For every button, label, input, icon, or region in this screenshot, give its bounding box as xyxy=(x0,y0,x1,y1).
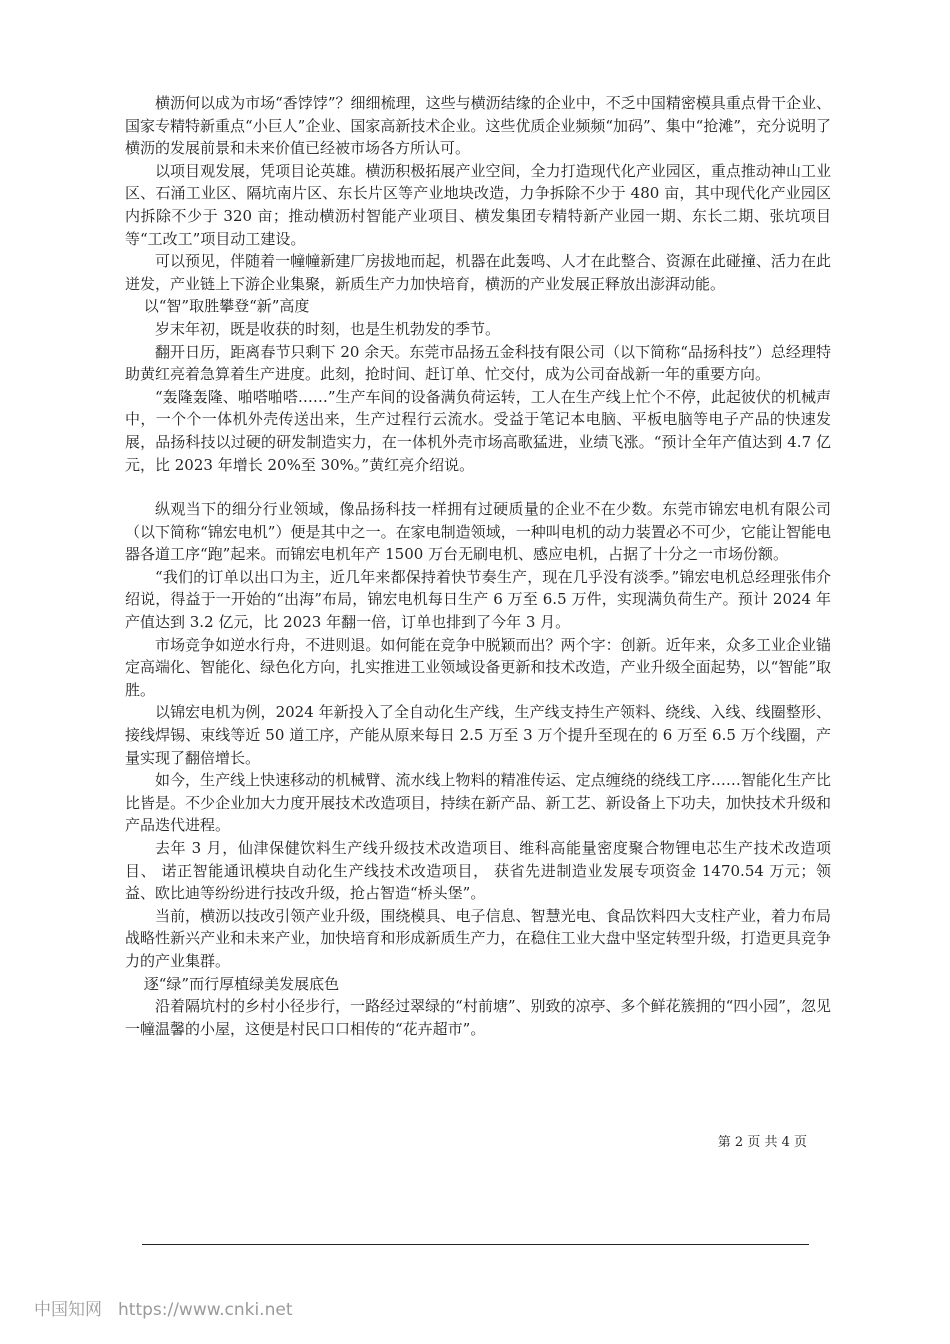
paragraph: 岁末年初，既是收获的时刻，也是生机勃发的季节。 xyxy=(155,319,501,338)
paragraph: 以锦宏电机为例，2024 年新投入了全自动化生产线，生产线支持生产领料、绕线、入线、线圈整形、接线焊锡、束线等近 50 道工序，产能从原来每日 2.5 万至 3 万个提升至现在的 6 万至 6.5 万个线圈，产量实现了翻倍增长。 xyxy=(125,703,831,767)
paragraph: “我们的订单以出口为主，近几年来都保持着快节奏生产，现在几乎没有淡季。”锦宏电机总经理张伟介绍说，得益于一开始的“出海”布局，锦宏电机每日生产 6 万至 6.5 万件，实现满负荷生产。预计 2024 年产值达到 3.2 亿元，比 2023 年翻一倍，订单也排到了今年 3 月。 xyxy=(125,567,831,632)
page-number: 第 2 页 共 4 页 xyxy=(717,1135,807,1150)
paragraph: 以项目观发展，凭项目论英雄。横沥积极拓展产业空间，全力打造现代化产业园区，重点推动神山工业区、石涌工业区、隔坑南片区、东长片区等产业地块改造，力争拆除不少于 480 亩，其中现代化产业园区内拆除不少于 320 亩；推动横沥村智能产业项目、横发集团专精特新产业园一期、东长二期、张坑项目等“工改工”项目动工建设。 xyxy=(125,161,831,248)
watermark-site-name: 中国知网 xyxy=(34,1300,102,1320)
paragraph-gap xyxy=(125,476,831,498)
cnki-watermark xyxy=(34,1295,292,1320)
paragraph: 当前，横沥以技改引领产业升级，围绕模具、电子信息、智慧光电、食品饮料四大支柱产业，着力布局战略性新兴产业和未来产业，加快培育和形成新质生产力，在稳住工业大盘中坚定转型升级，打造更具竞争力的产业集群。 xyxy=(125,906,831,970)
paragraph: 纵观当下的细分行业领域，像品扬科技一样拥有过硬质量的企业不在少数。东莞市锦宏电机有限公司（以下简称“锦宏电机”）便是其中之一。在家电制造领域，一种叫电机的动力装置必不可少，它能让智能电器各道工序“跑”起来。而锦宏电机年产 1500 万台无刷电机、感应电机，占据了十分之一市场份额。 xyxy=(125,500,831,564)
section-heading: 逐“绿”而行厚植绿美发展底色 xyxy=(143,974,340,993)
article-body xyxy=(125,92,831,1040)
paragraph: 可以预见，伴随着一幢幢新建厂房拔地而起，机器在此轰鸣、人才在此整合、资源在此碰撞、活力在此迸发，产业链上下游企业集聚，新质生产力加快培育，横沥的产业发展正释放出澎湃动能。 xyxy=(125,252,831,293)
paragraph: “轰隆轰隆、啪嗒啪嗒……”生产车间的设备满负荷运转，工人在生产线上忙个不停，此起彼伏的机械声中，一个个一体机外壳传送出来，生产过程行云流水。受益于笔记本电脑、平板电脑等电子产品的快速发展，品扬科技以过硬的研发制造实力，在一体机外壳市场高歌猛进，业绩飞涨。“预计全年产值达到 4.7 亿元，比 2023 年增长 20%至 30%。”黄红亮介绍说。 xyxy=(125,387,831,474)
paragraph: 如今，生产线上快速移动的机械臂、流水线上物料的精准传运、定点缠绕的绕线工序……智能化生产比比皆是。不少企业加大力度开展技术改造项目，持续在新产品、新工艺、新设备上下功夫，加快技术升级和产品迭代进程。 xyxy=(125,771,831,835)
paragraph: 横沥何以成为市场“香饽饽”？细细梳理，这些与横沥结缘的企业中，不乏中国精密模具重点骨干企业、国家专精特新重点“小巨人”企业、国家高新技术企业。这些优质企业频频“加码”、集中“抢滩”，充分说明了横沥的发展前景和未来价值已经被市场各方所认可。 xyxy=(125,94,832,158)
paragraph: 翻开日历，距离春节只剩下 20 余天。东莞市品扬五金科技有限公司（以下简称“品扬科技”）总经理特助黄红亮着急算着生产进度。此刻，抢时间、赶订单、忙交付，成为公司奋战新一年的重要方向。 xyxy=(125,342,831,384)
paragraph: 沿着隔坑村的乡村小径步行，一路经过翠绿的“村前塘”、别致的凉亭、多个鲜花簇拥的“四小园”，忽见一幢温馨的小屋，这便是村民口口相传的“花卉超市”。 xyxy=(125,997,831,1038)
paragraph: 去年 3 月，仙津保健饮料生产线升级技术改造项目、维科高能量密度聚合物锂电芯生产技术改造项目、 诺正智能通讯模块自动化生产线技术改造项目， 获省先进制造业发展专项资金 1470.54 万元；领益、欧比迪等纷纷进行技改升级，抢占智造“桥头堡”。 xyxy=(125,839,831,903)
watermark-url: https://www.cnki.net xyxy=(118,1300,293,1320)
paragraph: 市场竞争如逆水行舟，不进则退。如何能在竞争中脱颖而出？两个字：创新。近年来，众多工业企业锚定高端化、智能化、绿色化方向，扎实推进工业领域设备更新和技术改造，产业升级全面起势，以“智能”取胜。 xyxy=(125,635,831,699)
footer-divider xyxy=(142,1244,809,1245)
section-heading: 以“智”取胜攀登“新”高度 xyxy=(143,297,310,316)
